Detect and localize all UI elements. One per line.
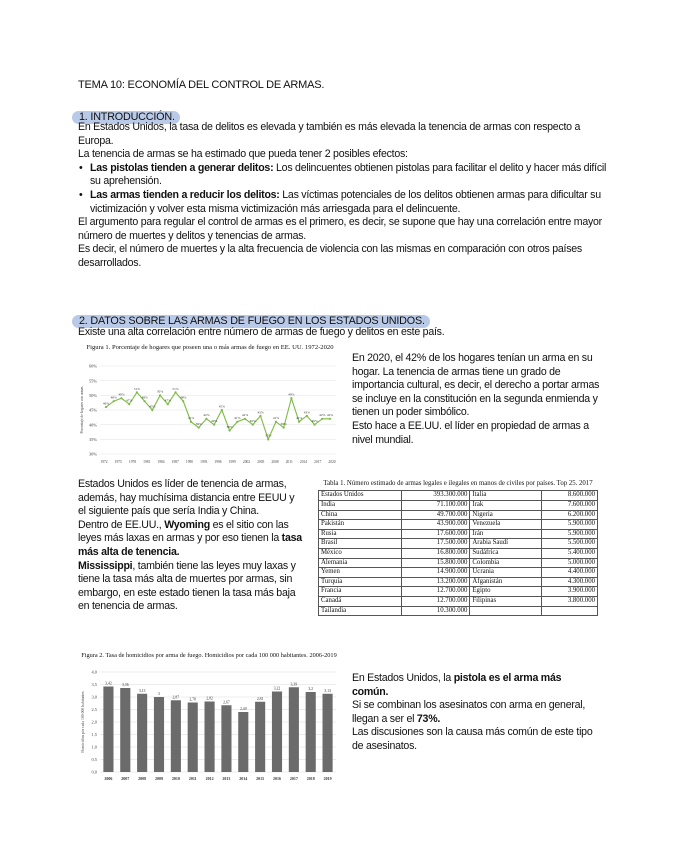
y-tick-label: 55% — [88, 378, 97, 384]
table-row — [319, 596, 598, 606]
combined-bold: 73%. — [416, 712, 441, 725]
data-label: 41% — [187, 416, 195, 421]
table-row — [319, 539, 598, 549]
bar — [120, 688, 130, 772]
table-cell-country: Afganistán — [470, 577, 541, 587]
data-label: 43% — [303, 410, 310, 415]
data-label: 2,81 — [256, 696, 264, 701]
data-label: 46% — [102, 401, 110, 406]
table-cell-country: Venezuela — [470, 520, 541, 530]
data-point — [128, 403, 130, 405]
table-cell-value: 5.000.000 — [541, 558, 597, 568]
data-point — [120, 397, 122, 399]
data-label: 3,39 — [290, 682, 298, 687]
data-label: 3,13 — [324, 688, 331, 693]
y-tick-label: 60% — [88, 363, 97, 369]
data-label: 42% — [241, 413, 249, 418]
data-point — [205, 418, 207, 420]
data-point — [221, 409, 223, 411]
data-label: 45% — [218, 404, 225, 409]
y-tick-label: 3,5 — [91, 682, 97, 688]
data-label: 48% — [141, 395, 148, 400]
wyoming-pre: Dentro de EE.UU., — [78, 518, 165, 531]
y-tick-label: 4,0 — [91, 669, 97, 675]
data-point — [298, 421, 300, 423]
x-tick-label: 2019 — [323, 776, 332, 781]
table-cell-country: México — [319, 548, 402, 558]
data-label: 42% — [319, 413, 326, 418]
data-label: 3,36 — [121, 683, 129, 687]
combined-pre: Si se combinan los asesinatos con arma en general, llegan a ser el — [352, 699, 586, 725]
y-axis-label: Porcentaje de hogares con armas — [80, 386, 84, 434]
x-tick-label: 1993 — [200, 460, 208, 464]
figure-1-line-chart — [78, 352, 342, 470]
right-text-1 — [352, 352, 600, 447]
data-point — [190, 421, 192, 423]
table-row — [319, 558, 598, 568]
table-cell-country: Francia — [319, 587, 402, 597]
table-row — [319, 529, 598, 539]
table-row — [319, 568, 598, 578]
data-label: 41% — [295, 416, 303, 421]
page-title: TEMA 10: ECONOMÍA DEL CONTROL DE ARMAS. — [78, 79, 325, 91]
data-label: 48% — [110, 395, 117, 400]
figure-1-title: Figura 1. Porcentaje de hogares que poseen una o más armas de fuego en EE. UU. 1972-2020 — [86, 344, 334, 351]
data-point — [252, 424, 254, 426]
data-label: 40% — [311, 419, 318, 424]
data-label: 49% — [288, 392, 295, 397]
table-cell-value: 14.900.000 — [402, 568, 470, 578]
x-tick-label: 1978 — [128, 460, 137, 464]
y-tick-label: 45% — [88, 407, 97, 413]
section-2-heading: 2. DATOS SOBRE LAS ARMAS DE FUEGO EN LOS ESTADOS UNIDOS. — [72, 315, 430, 328]
data-label: 51% — [133, 386, 141, 391]
table-cell-value: 12.700.000 — [402, 596, 470, 606]
y-tick-label: 1,5 — [91, 732, 97, 738]
bullet-1-bold: Las pistolas tienden a generar delitos: — [90, 161, 274, 174]
gun-ownership-paragraph: En 2020, el 42% de los hogares tenían un arma en su hogar. La tenencia de armas tiene un grado de importancia cultural, es decir, el derecho a portar armas se incluye en la constitución en la segunda enmienda y tienen un poder simbólico. — [352, 352, 600, 419]
data-point — [244, 418, 246, 420]
table-cell-value: 71.100.000 — [402, 501, 470, 511]
data-point — [283, 427, 285, 429]
mississippi-text: , también tiene las leyes muy laxas y tiene la tasa más alta de muertes por armas, sin embargo, en este estado tienen la tasa más baja en tenencia de armas. — [78, 559, 296, 613]
data-label: 43% — [257, 410, 264, 415]
data-point — [267, 438, 269, 440]
table-cell-country: Alemania — [319, 558, 402, 568]
bar — [205, 702, 215, 773]
data-point — [136, 391, 138, 393]
table-1 — [318, 480, 598, 616]
bar — [137, 694, 147, 772]
x-tick-label: 1999 — [228, 460, 236, 464]
data-label: 41% — [272, 416, 280, 421]
y-tick-label: 50% — [88, 392, 97, 398]
table-cell-value: 10.300.000 — [402, 606, 470, 616]
x-tick-label: 2002 — [242, 460, 251, 464]
section-2-intro: Existe una alta correlación entre número de armas de fuego y delitos en este país. — [78, 326, 445, 338]
table-row — [319, 548, 598, 558]
data-point — [182, 400, 184, 402]
data-point — [236, 421, 238, 423]
x-tick-label: 2017 — [289, 776, 298, 781]
data-label: 39% — [280, 422, 287, 426]
x-tick-label: 2008 — [138, 776, 147, 781]
mississippi-bold: Mississippi — [78, 559, 133, 572]
table-cell-country: Sudáfrica — [470, 548, 541, 558]
y-tick-label: 2,5 — [91, 707, 97, 713]
leader-distance-paragraph: Estados Unidos es líder de tenencia de armas, además, hay muchísima distancia entre EEUU y el siguiente país que sería India y China. — [78, 478, 295, 518]
bar — [238, 712, 248, 772]
bar — [103, 687, 113, 773]
table-cell-country: Filipinas — [470, 596, 541, 606]
figure-2-bar-chart — [78, 660, 340, 784]
table-cell-country: Rusia — [319, 529, 402, 539]
table-cell-value: 5.900.000 — [541, 520, 597, 530]
table-cell-value: 6.200.000 — [541, 510, 597, 520]
bar — [255, 702, 265, 772]
x-tick-label: 1981 — [143, 460, 151, 464]
table-cell-country: Ucrania — [470, 568, 541, 578]
data-label: 3,22 — [273, 686, 281, 691]
wyoming-mid: es el sitio con las leyes más laxas en armas y por eso tienen la — [78, 518, 289, 545]
data-label: 2,82 — [206, 696, 213, 701]
right-text-3 — [352, 672, 600, 754]
y-tick-label: 40% — [88, 422, 97, 428]
bar — [289, 687, 299, 772]
table-cell-country: India — [319, 501, 402, 511]
data-label: 2,40 — [239, 707, 247, 711]
x-tick-label: 2012 — [205, 776, 214, 781]
data-label: 2,78 — [189, 697, 197, 702]
x-tick-label: 2007 — [121, 776, 130, 781]
data-label: 50% — [156, 389, 164, 394]
data-label: 3,2 — [308, 687, 314, 691]
table-cell-country: Turquía — [319, 577, 402, 587]
table-cell-country: Italia — [470, 491, 541, 501]
x-tick-label: 2010 — [171, 776, 180, 781]
table-cell-country: Yemen — [319, 568, 402, 578]
data-label: 2,87 — [172, 695, 180, 700]
data-point — [259, 415, 261, 417]
table-1-title: Tabla 1. Número estimado de armas legales e ilegales en manos de civiles por países. Top 25. 2017 — [323, 480, 593, 487]
data-label: 38% — [226, 424, 233, 429]
table-cell-country: Brasil — [319, 539, 402, 549]
x-tick-label: 2020 — [328, 460, 336, 464]
y-tick-label: 0,5 — [91, 757, 97, 763]
bullet-item-1 — [78, 162, 608, 189]
table-cell-country: Estados Unidos — [319, 491, 402, 501]
x-tick-label: 2009 — [155, 776, 163, 781]
x-tick-label: 2005 — [257, 460, 265, 464]
data-label: 40% — [211, 419, 218, 424]
x-tick-label: 1996 — [214, 460, 222, 464]
bullet-dot-icon: • — [79, 188, 83, 201]
x-tick-label: 1975 — [114, 460, 122, 464]
bar — [221, 705, 231, 772]
table-cell-value: 17.600.000 — [402, 529, 470, 539]
section-1-heading: 1. INTRODUCCIÓN. — [72, 111, 180, 124]
table-cell-value: 12.700.000 — [402, 587, 470, 597]
data-label: 48% — [180, 395, 187, 400]
x-tick-label: 2018 — [306, 776, 315, 781]
table-cell-value: 8.600.000 — [541, 491, 597, 501]
table-cell-country: Colombia — [470, 558, 541, 568]
wyoming-bold: Wyoming — [164, 518, 210, 531]
table-cell-value: 393.300.000 — [402, 491, 470, 501]
table-cell-country: Nigeria — [470, 510, 541, 520]
figure-2 — [78, 652, 340, 789]
data-point — [159, 394, 161, 396]
x-tick-label: 2015 — [256, 776, 265, 781]
bullet-2-bold: Las armas tienden a reducir los delitos: — [90, 188, 280, 201]
x-tick-label: 2014 — [299, 460, 308, 464]
y-tick-label: 1,0 — [91, 744, 97, 750]
table-cell-value: 7.600.000 — [541, 501, 597, 511]
bar — [154, 697, 164, 772]
x-tick-label: 2013 — [222, 776, 231, 781]
leader-paragraph: Esto hace a EE.UU. el líder en propiedad de armas a nivel mundial. — [352, 419, 589, 446]
table-cell-country: Pakistán — [319, 520, 402, 530]
table-cell-value: 5.400.000 — [541, 548, 597, 558]
data-point — [329, 418, 331, 420]
x-tick-label: 2011 — [285, 460, 293, 464]
table-cell-country: China — [319, 510, 402, 520]
table-cell-value: 17.500.000 — [402, 539, 470, 549]
bar — [171, 700, 181, 772]
data-point — [113, 400, 115, 402]
data-label: 39% — [195, 422, 202, 426]
figure-1 — [78, 344, 342, 475]
table-row — [319, 587, 598, 597]
figure-2-title: Figura 2. Tasa de homicidios por arma de fuego. Homicidios por cada 100 000 habitantes. 2006-2019 — [81, 652, 337, 659]
data-point — [275, 421, 277, 423]
table-cell-value: 5.500.000 — [541, 539, 597, 549]
data-label: 3 — [158, 692, 160, 696]
table-cell-country: Irak — [470, 501, 541, 511]
pistol-paragraph — [352, 672, 600, 699]
data-label: 40% — [249, 419, 256, 424]
data-label: 42% — [326, 413, 334, 418]
bar — [188, 703, 198, 773]
table-cell-value: 49.700.000 — [402, 510, 470, 520]
intro-paragraph-4: Es decir, el número de muertes y la alta frecuencia de violencia con las mismas en comparación con otros países desarrollados. — [78, 243, 582, 269]
mississippi-paragraph — [78, 560, 304, 614]
data-label: 51% — [172, 386, 179, 391]
table-row — [319, 491, 598, 501]
x-tick-label: 2008 — [271, 460, 279, 464]
intro-paragraph-1: En Estados Unidos, la tasa de delitos es elevada y también es más elevada la tenencia de armas con respecto a Europa. — [78, 121, 581, 147]
table-row — [319, 577, 598, 587]
table-row — [319, 510, 598, 520]
data-point — [198, 427, 200, 429]
table-cell-value: 3.900.000 — [541, 587, 597, 597]
data-point — [290, 397, 292, 399]
table-cell-country: Arabia Saudí — [470, 539, 541, 549]
data-label: 2,67 — [223, 700, 230, 705]
table-cell-country: Canadá — [319, 596, 402, 606]
table-cell-value: 5.900.000 — [541, 529, 597, 539]
x-tick-label: 1987 — [171, 460, 179, 464]
data-point — [228, 429, 230, 431]
pistol-bold: pistola es el arma más común. — [352, 672, 562, 698]
bullet-item-2 — [78, 189, 608, 216]
data-point — [313, 424, 315, 426]
y-tick-label: 30% — [88, 451, 97, 457]
data-point — [306, 415, 308, 417]
table-cell-country: Irán — [470, 529, 541, 539]
table-cell-value: 13.200.000 — [402, 577, 470, 587]
x-tick-label: 2017 — [314, 460, 322, 464]
x-tick-label: 1984 — [157, 460, 165, 464]
wyoming-paragraph — [78, 519, 304, 560]
x-tick-label: 1972 — [100, 460, 108, 464]
y-tick-label: 3,0 — [91, 694, 97, 700]
table-row — [319, 520, 598, 530]
data-label: 47% — [164, 398, 171, 403]
table-cell-value: 3.800.000 — [541, 596, 597, 606]
data-point — [151, 409, 153, 411]
bar — [306, 692, 316, 772]
data-label: 45% — [149, 404, 156, 409]
bar — [323, 694, 333, 772]
data-label: 3,42 — [105, 681, 112, 686]
bar — [272, 692, 282, 773]
data-label: 49% — [118, 392, 125, 397]
y-tick-label: 0,0 — [91, 769, 97, 775]
data-point — [174, 391, 176, 393]
data-label: 42% — [203, 413, 210, 418]
table-cell-value: 16.800.000 — [402, 548, 470, 558]
x-tick-label: 1990 — [185, 460, 194, 464]
intro-paragraph-3: El argumento para regular el control de armas es el primero, es decir, se supone que hay una correlación entre mayor número de muertes y delitos y tenencias de armas. — [78, 216, 602, 242]
left-text-2 — [78, 478, 304, 614]
combined-paragraph — [352, 699, 600, 726]
y-axis-label: Homicidios por cada 100 000 habitantes — [81, 691, 85, 753]
table-cell-value: 15.800.000 — [402, 558, 470, 568]
bullet-2-text: Las víctimas potenciales de los delitos obtienen armas para dificultar su victimización y volver esta misma victimización más arriesgada para el delincuente. — [90, 188, 601, 215]
table-cell-country — [470, 606, 541, 616]
pistol-pre: En Estados Unidos, la — [352, 672, 454, 684]
x-tick-label: 2006 — [104, 776, 113, 781]
arms-table — [318, 490, 598, 616]
data-point — [144, 400, 146, 402]
y-tick-label: 35% — [88, 436, 97, 442]
data-label: 3,13 — [138, 688, 146, 693]
bullet-1-text: Los delincuentes obtienen pistolas para facilitar el delito y hacer más difícil su aprehensión. — [90, 161, 607, 188]
table-cell-value: 4.400.000 — [541, 568, 597, 578]
x-tick-label: 2016 — [273, 776, 281, 781]
wyoming-bold-2: tasa más alta de tenencia. — [78, 532, 302, 558]
data-point — [167, 403, 169, 405]
data-label: 47% — [126, 398, 133, 403]
data-label: 35% — [265, 433, 272, 438]
intro-paragraph-2: La tenencia de armas se ha estimado que pueda tener 2 posibles efectos: — [78, 148, 408, 161]
discussions-paragraph: Las discusiones son la causa más común de este tipo de asesinatos. — [352, 726, 593, 752]
x-tick-label: 2014 — [239, 776, 248, 781]
table-cell-value: 4.300.000 — [541, 577, 597, 587]
table-row — [319, 606, 598, 616]
table-cell-country: Egipto — [470, 587, 541, 597]
x-tick-label: 2011 — [188, 776, 197, 781]
bullet-dot-icon: • — [79, 161, 83, 174]
data-label: 41% — [234, 416, 241, 421]
data-point — [321, 418, 323, 420]
table-cell-value: 43.900.000 — [402, 520, 470, 530]
table-cell-value — [541, 606, 597, 616]
table-cell-country: Tailandia — [319, 606, 402, 616]
table-row — [319, 501, 598, 511]
data-point — [105, 406, 107, 408]
section-1-body — [78, 121, 608, 271]
data-point — [213, 424, 215, 426]
y-tick-label: 2,0 — [91, 719, 97, 725]
